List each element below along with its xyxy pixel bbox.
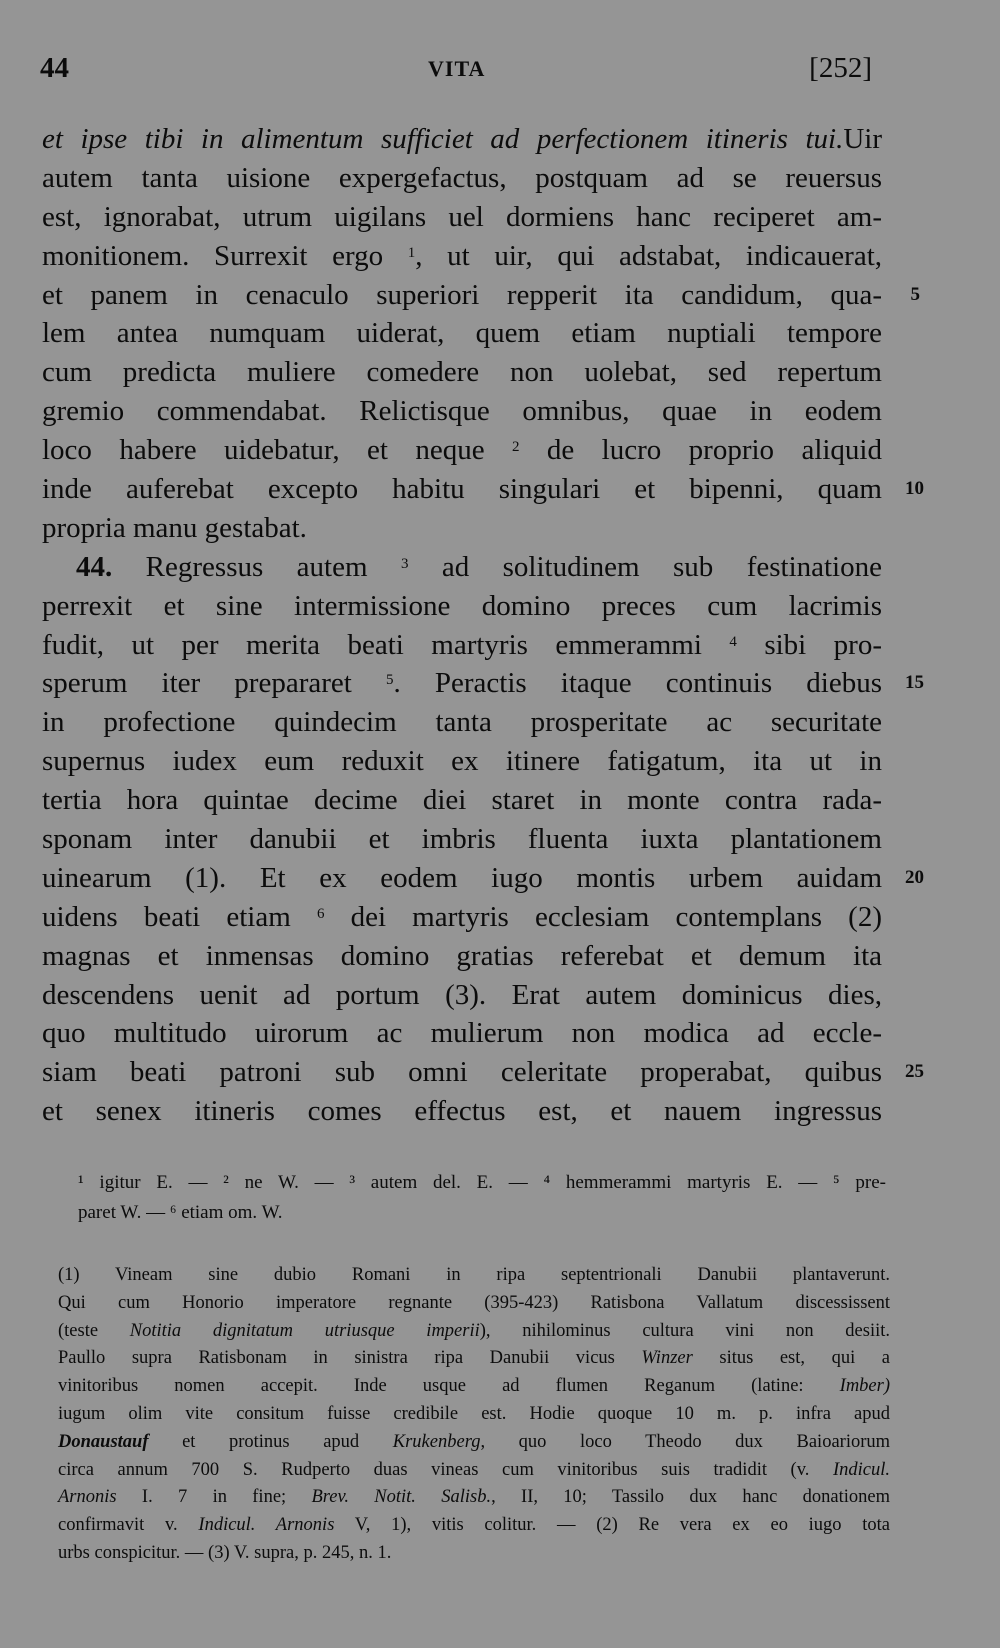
note-span: circa annum 700 S. Rudperto duas vineas cum vinitoribus suis tradidit (v.	[58, 1459, 833, 1480]
note-span: vinitoribus nomen accepit. Inde usque ad flumen Reganum (latine:	[58, 1376, 840, 1397]
text-span: monitionem. Surrexit ergo	[42, 239, 408, 272]
note-line	[58, 1345, 890, 1373]
text-line	[42, 276, 920, 315]
note-span: Paullo supra Ratisbonam in sinistra ripa Danubii vicus	[58, 1348, 642, 1369]
line-number: 20	[905, 866, 924, 888]
commentary-notes	[58, 1262, 890, 1568]
footnote-ref: 1	[407, 244, 416, 261]
running-title: VITA	[428, 56, 486, 81]
note-line: (1) Vineam sine dubio Romani in ripa septentrionali Danubii plantaverunt.	[58, 1265, 890, 1285]
footnote-ref: 5	[385, 672, 394, 689]
text-line: magnas et inmensas domino gratias referebat et demum ita	[42, 939, 882, 972]
apparatus-line: paret W. — ⁶ etiam om. W.	[78, 1202, 283, 1223]
text-line	[42, 237, 882, 276]
note-line	[58, 1318, 890, 1346]
note-italic: Notitia dignitatum utriusque imperii	[129, 1320, 480, 1341]
text-line	[42, 859, 924, 898]
text-span: Uir	[843, 123, 882, 155]
text-line: autem tanta uisione expergefactus, postquam ad se reuersus	[42, 161, 882, 194]
footnote-ref: 3	[400, 555, 409, 572]
text-line: cum predicta muliere comedere non uolebat, sed repertum	[42, 356, 882, 389]
text-span: uinearum (1). Et ex eodem iugo montis urbem auidam	[42, 861, 882, 894]
text-span: fudit, ut per merita beati martyris emmerammi	[42, 628, 730, 661]
text-line: propria manu gestabat.	[42, 511, 307, 544]
apparatus-line: ¹ igitur E. — ² ne W. — ³ autem del. E. — ⁴ hemmerammi martyris E. — ⁵ pre-	[78, 1172, 886, 1193]
note-span: (teste	[58, 1320, 130, 1341]
page-number: 44	[40, 52, 69, 84]
text-line	[42, 1053, 924, 1092]
page-header	[40, 52, 872, 92]
text-span: siam beati patroni sub omni celeritate properabat, quibus	[42, 1056, 882, 1089]
text-line: gremio commendabat. Relictisque omnibus, quae in eodem	[42, 395, 882, 428]
text-line	[42, 470, 924, 509]
text-span: sibi pro-	[736, 628, 882, 661]
note-span: confirmavit v.	[58, 1515, 199, 1536]
text-span: Regressus autem	[112, 550, 401, 583]
note-span: situs est, qui a	[692, 1348, 890, 1369]
text-span: et panem in cenaculo superiori repperit ita candidum, qua-	[42, 278, 882, 311]
note-span: , quo loco Theodo dux Baioariorum	[480, 1431, 891, 1452]
note-line	[58, 1429, 890, 1457]
note-line: Qui cum Honorio imperatore regnante (395-423) Ratisbona Vallatum discessissent	[58, 1292, 890, 1313]
footnote-ref: 6	[316, 905, 325, 922]
line-number: 25	[905, 1061, 924, 1083]
note-line: iugum olim vite consitum fuisse credibile est. Hodie quoque 10 m. p. infra apud	[58, 1403, 890, 1424]
note-line	[58, 1484, 890, 1512]
text-line: tertia hora quintae decime diei staret in monte contra rada-	[42, 784, 882, 817]
note-italic: Imber)	[839, 1376, 890, 1397]
text-span: , ut uir, qui adstabat, indicauerat,	[415, 239, 883, 272]
line-number: 5	[910, 283, 920, 305]
critical-apparatus	[78, 1168, 886, 1228]
note-line	[58, 1512, 890, 1540]
original-page-number: [252]	[809, 52, 872, 84]
text-line: est, ignorabat, utrum uigilans uel dormiens hanc reciperet am-	[42, 200, 882, 233]
note-italic: Indicul. Arnonis	[198, 1515, 335, 1536]
note-span: V, 1), vitis colitur. — (2) Re vera ex eo iugo tota	[334, 1515, 890, 1536]
note-italic: Donaustauf	[58, 1431, 149, 1452]
text-span: sperum iter prepararet	[42, 667, 386, 700]
text-line: et senex itineris comes effectus est, et nauem ingressus	[42, 1095, 882, 1128]
note-span: , II, 10; Tassilo dux hanc donationem	[491, 1487, 891, 1508]
text-span: dei martyris ecclesiam contemplans (2)	[324, 900, 882, 933]
note-line	[58, 1457, 890, 1485]
note-span: I. 7 in fine;	[116, 1487, 312, 1508]
text-span: ad solitudinem sub festinatione	[408, 550, 882, 583]
text-line: sponam inter danubii et imbris fluenta iuxta plantationem	[42, 823, 882, 856]
text-line: lem antea numquam uiderat, quem etiam nuptiali tempore	[42, 317, 882, 350]
note-italic: Indicul.	[832, 1459, 890, 1480]
text-line	[42, 548, 882, 587]
text-line	[42, 664, 924, 703]
text-line	[42, 120, 882, 159]
text-span: . Peractis itaque continuis diebus	[393, 667, 882, 700]
italic-quote: et ipse tibi in alimentum sufficiet ad perfectionem itineris tui.	[42, 123, 844, 155]
text-line: descendens uenit ad portum (3). Erat autem dominicus dies,	[42, 978, 882, 1011]
text-line: in profectione quindecim tanta prosperitate ac securitate	[42, 706, 882, 739]
section-number: 44.	[76, 550, 113, 583]
text-line: perrexit et sine intermissione domino preces cum lacrimis	[42, 589, 882, 622]
note-italic: Winzer	[641, 1348, 693, 1369]
note-span: ), nihilominus cultura vini non desiit.	[479, 1320, 890, 1341]
footnote-ref: 4	[729, 633, 737, 650]
text-line: quo multitudo uirorum ac mulierum non modica ad eccle-	[42, 1017, 882, 1050]
line-number: 15	[905, 672, 924, 694]
text-span: loco habere uidebatur, et neque	[42, 434, 512, 467]
note-italic: Krukenberg	[392, 1431, 481, 1452]
text-line	[42, 626, 882, 665]
text-span: de lucro proprio aliquid	[519, 434, 882, 467]
text-line: supernus iudex eum reduxit ex itinere fatigatum, ita ut in	[42, 745, 882, 778]
footnote-ref: 2	[512, 439, 520, 456]
line-number: 10	[905, 478, 924, 500]
note-line	[58, 1373, 890, 1401]
text-span: inde auferebat excepto habitu singulari et bipenni, quam	[42, 473, 882, 506]
text-line	[42, 431, 882, 470]
text-line	[42, 898, 882, 937]
main-text	[42, 120, 924, 1131]
note-line: urbs conspicitur. — (3) V. supra, p. 245, n. 1.	[58, 1542, 392, 1563]
note-span: et protinus apud	[148, 1431, 393, 1452]
note-italic: Arnonis	[58, 1487, 117, 1508]
text-span: uidens beati etiam	[42, 900, 317, 933]
note-italic: Brev. Notit. Salisb.	[311, 1487, 492, 1508]
